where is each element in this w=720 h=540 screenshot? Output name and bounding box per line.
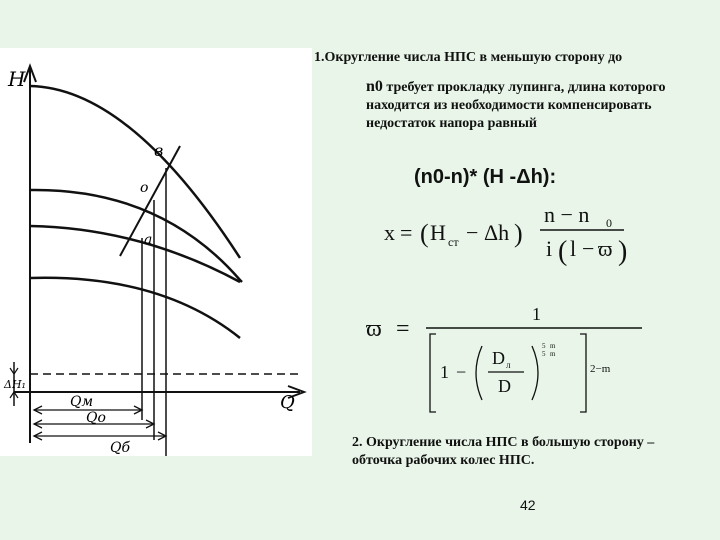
eq2-exp-den: 5 xyxy=(542,350,546,358)
qb-label: Qб xyxy=(110,440,131,456)
paragraph-body: требует прокладку лупинга, длина которого находится из необходимости компенсировать недостаток напора равный xyxy=(366,80,666,131)
eq1-denom-rparen: ) xyxy=(618,236,628,267)
qo-label: Qо xyxy=(86,410,106,426)
dh-label: ΔH₁ xyxy=(4,378,26,391)
eq1-x: x xyxy=(384,220,395,245)
eq2-exp-m: m xyxy=(550,342,556,350)
eq2-exp-num: 5 xyxy=(542,342,546,350)
eq2-w: ϖ xyxy=(366,316,382,342)
eq1-minus: − xyxy=(466,220,479,245)
eq2-minus: − xyxy=(456,362,467,382)
eq2-D-l: D xyxy=(492,348,505,368)
eq2-right-bracket xyxy=(580,334,586,412)
eq1-H-sub: ст xyxy=(448,235,459,249)
eq1-denom-minus: − xyxy=(582,236,595,261)
curve-lower xyxy=(30,226,240,282)
y-axis-label: H xyxy=(8,67,26,91)
x-axis-label: Q xyxy=(280,392,295,413)
eq2-outer-exp: 2−m xyxy=(590,363,611,375)
eq2-inner-lparen-shape xyxy=(476,346,482,400)
paragraph-lead: n0 xyxy=(366,78,383,95)
eq2-exp-m2: m xyxy=(550,350,556,358)
eq2-numerator: 1 xyxy=(532,304,541,324)
eq1-denom-lparen: ( xyxy=(558,236,568,267)
eq1-numerator-sub: 0 xyxy=(606,216,612,230)
curve-bottom xyxy=(30,278,240,338)
point-a-label: а xyxy=(144,232,153,248)
pump-characteristics-diagram xyxy=(0,48,312,456)
qm-label: Qм xyxy=(70,394,94,410)
eq1-denom-w: ϖ xyxy=(598,236,613,261)
eq1-lparen: ( xyxy=(420,219,429,248)
eq1-rparen: ) xyxy=(514,219,523,248)
eq1-numerator: n − n xyxy=(544,202,590,227)
eq2-left-bracket xyxy=(430,334,436,412)
heading-option-1: 1.Округление числа НПС в меньшую сторону до xyxy=(314,50,623,65)
eq1-dh: Δh xyxy=(484,220,510,245)
eq1-equals: = xyxy=(400,220,413,245)
eq2-equals: = xyxy=(396,316,410,342)
eq2-inner-rparen-shape xyxy=(532,346,538,400)
curve-top xyxy=(30,86,240,258)
formula-head-deficit: (n0-n)* (H -Δh): xyxy=(414,166,557,188)
point-b-label: в xyxy=(154,141,164,160)
eq1-H: H xyxy=(430,220,446,245)
eq2-D-l-sub: л xyxy=(506,360,511,370)
eq2-D: D xyxy=(498,376,511,396)
point-o-label: о xyxy=(140,180,149,196)
eq1-denom-i: i xyxy=(546,236,553,261)
eq2-one: 1 xyxy=(440,362,449,382)
page-number: 42 xyxy=(520,497,536,513)
equation-omega xyxy=(360,300,650,420)
heading-option-2: 2. Округление числа НПС в большую сторону – обточка рабочих колес НПС. xyxy=(352,435,655,468)
equation-loop-length xyxy=(380,196,640,268)
eq1-denom-one: l xyxy=(570,236,577,261)
paragraph-option-1 xyxy=(366,78,706,133)
